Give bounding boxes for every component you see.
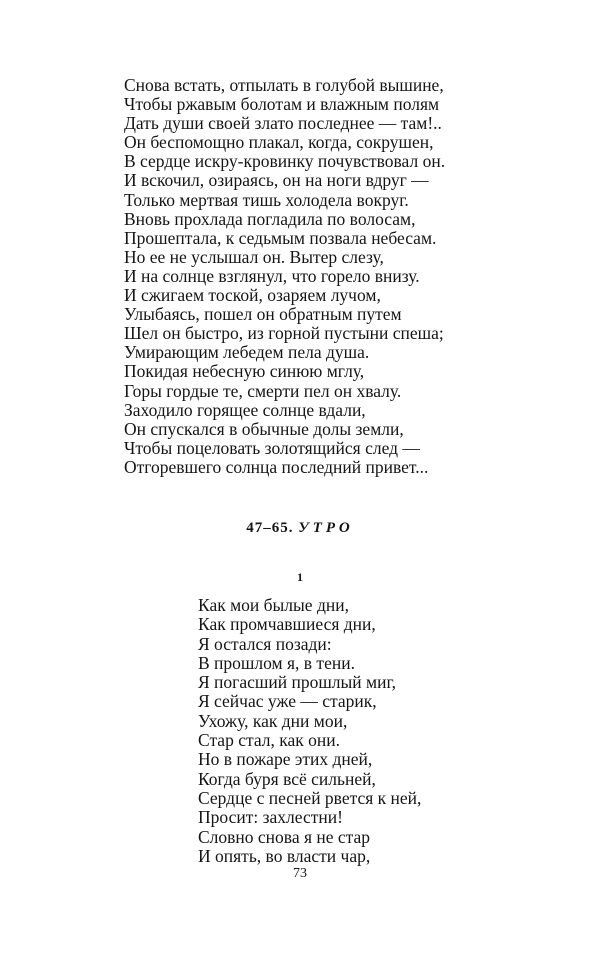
poem-line: Я погасший прошлый миг,	[198, 672, 397, 693]
poem-line: В сердце искру-кровинку почувствовал он.	[124, 151, 446, 172]
poem-line: Снова встать, отпылать в голубой вышине,	[124, 75, 444, 95]
poem-continuation	[124, 76, 445, 477]
poem-line: Когда буря всё сильней,	[198, 768, 376, 789]
poem-line: Улыбаясь, пошел он обратным путем	[124, 304, 402, 325]
poem-line: Дать души своей злато последнее — там!..	[124, 113, 442, 134]
poem-line: Чтобы ржавым болотам и влажным полям	[124, 94, 440, 115]
section-title: УТРО	[298, 520, 354, 536]
poem-line: Чтобы поцеловать золотящийся след —	[124, 437, 420, 458]
poem-line: Горы гордые те, смерти пел он хвалу.	[124, 380, 402, 401]
poem-line: Умирающим лебедем пела душа.	[124, 342, 370, 363]
poem-line: Но в пожаре этих дней,	[198, 749, 373, 770]
page-number: 73	[293, 866, 307, 881]
poem-line: В прошлом я, в тени.	[198, 652, 355, 673]
poem-line: И сжигаем тоской, озаряем лучом,	[124, 285, 381, 306]
section-heading	[0, 520, 600, 537]
poem-line: Отгоревшего солнца последний привет...	[124, 456, 429, 477]
poem-utro	[198, 596, 421, 866]
part-number: 1	[297, 570, 303, 584]
poem-line: Словно снова я не стар	[198, 826, 371, 847]
poem-line: И на солнце взглянул, что горело внизу.	[124, 265, 420, 286]
poem-line: Ухожу, как дни мои,	[198, 710, 348, 731]
poem-line: Только мертвая тишь холодела вокруг.	[124, 189, 409, 210]
poem-line: Вновь прохлада погладила по волосам,	[124, 208, 416, 229]
poem-line: Просит: захлестни!	[198, 807, 343, 828]
poem-line: Шел он быстро, из горной пустыни спеша;	[124, 323, 444, 344]
poem-line: Покидая небесную синюю мглу,	[124, 361, 365, 382]
poem-line: Как мои былые дни,	[198, 595, 349, 615]
poem-line: Как промчавшиеся дни,	[198, 614, 376, 635]
section-number: 47–65.	[246, 520, 294, 536]
poem-line: Сердце с песней рвется к ней,	[198, 787, 422, 808]
poem-line: Он беспомощно плакал, когда, сокрушен,	[124, 132, 434, 153]
poem-line: И вскочил, озираясь, он на ноги вдруг —	[124, 170, 429, 191]
poem-line: Заходило горящее солнце вдали,	[124, 399, 366, 420]
poem-line: Он спускался в обычные долы земли,	[124, 418, 404, 439]
poem-line: Я сейчас уже — старик,	[198, 691, 377, 712]
poem-line: Я остался позади:	[198, 633, 332, 654]
poem-line: Стар стал, как они.	[198, 730, 340, 751]
poem-line: И опять, во власти чар,	[198, 845, 371, 866]
poem-line: Прошептала, к седьмым позвала небесам.	[124, 227, 437, 248]
poem-line: Но ее не услышал он. Вытер слезу,	[124, 246, 384, 267]
